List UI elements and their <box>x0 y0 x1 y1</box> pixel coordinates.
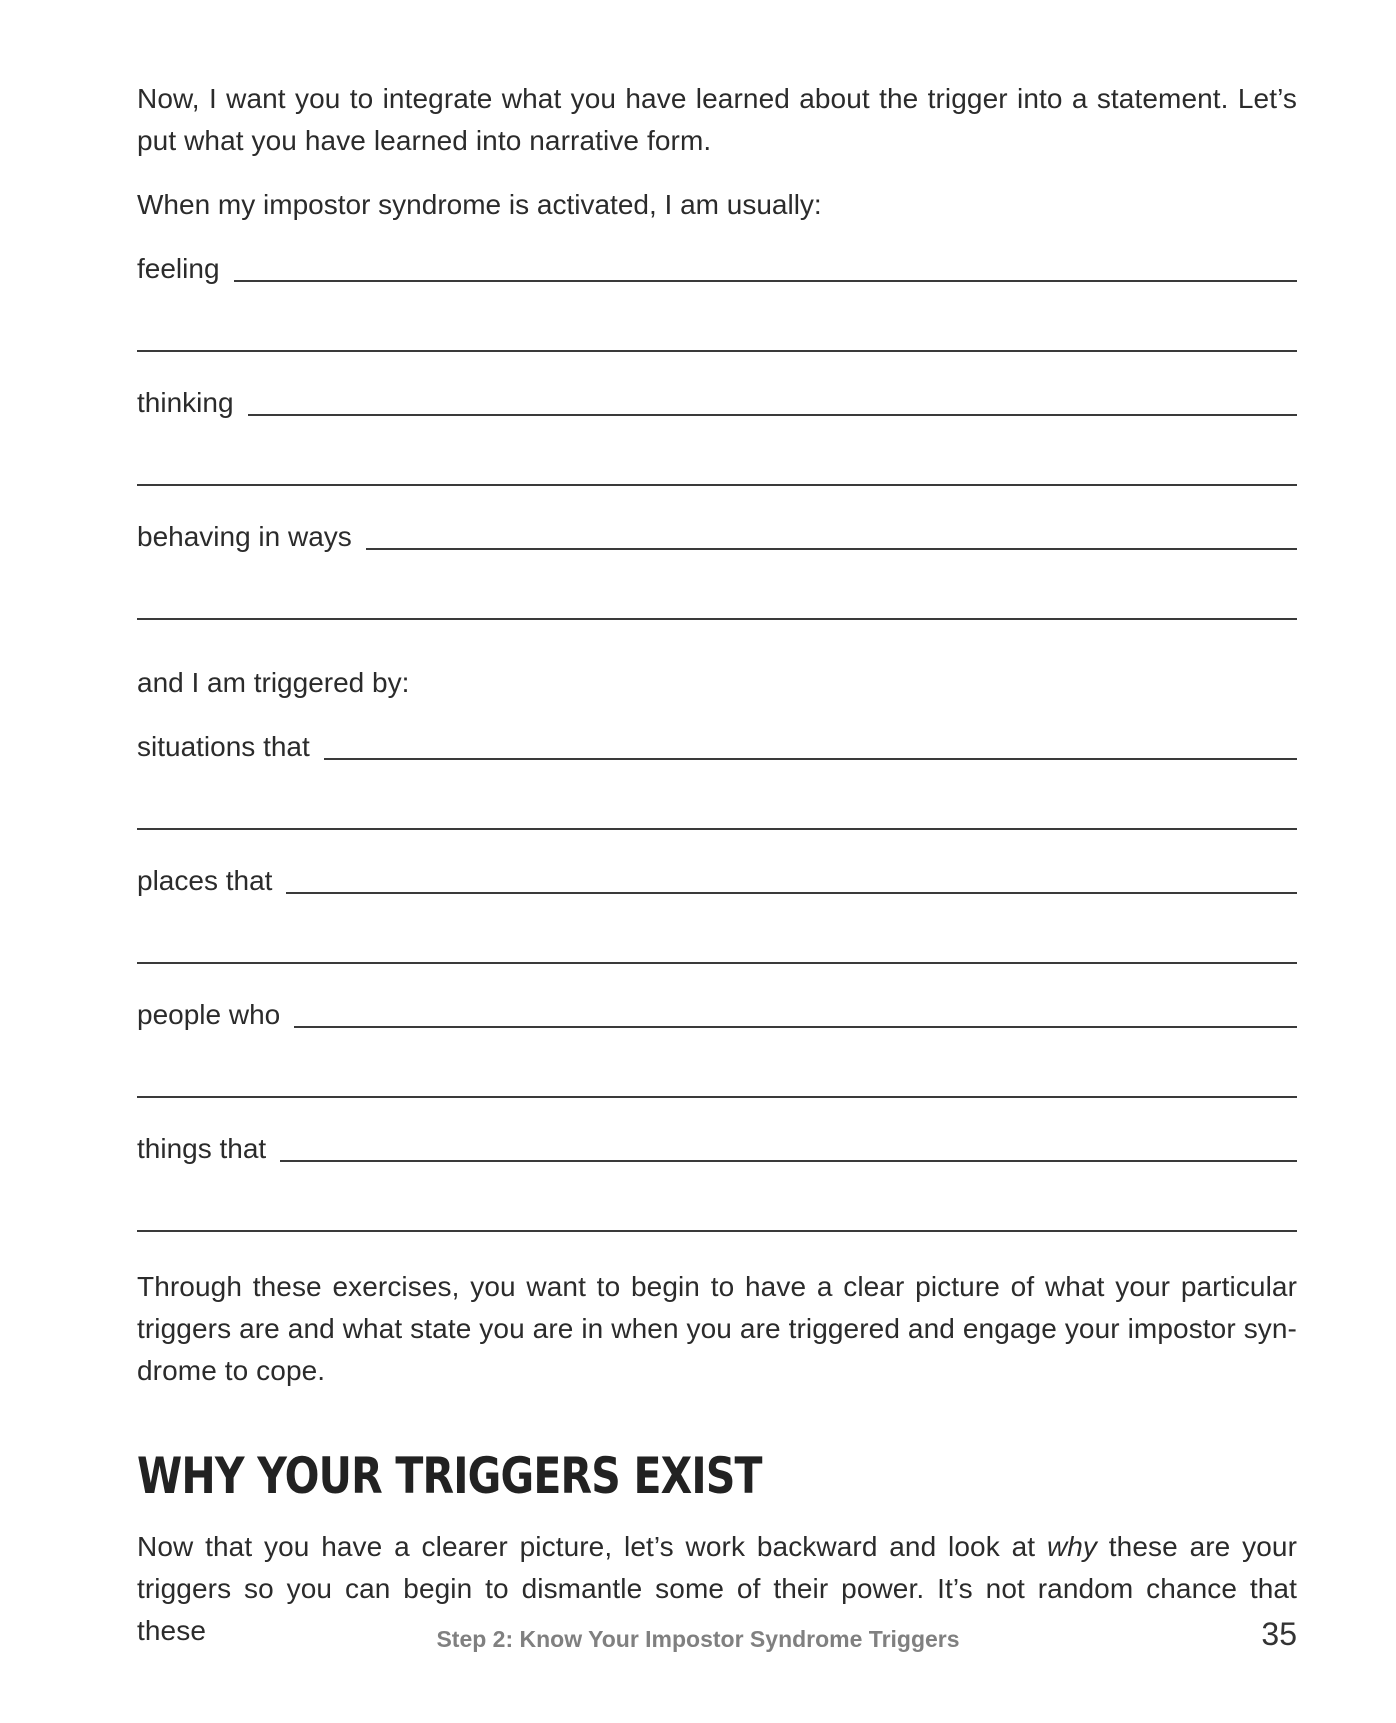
page-content <box>137 78 1297 1652</box>
blank-line-thinking-1[interactable] <box>248 414 1297 416</box>
fill-in-behaving <box>137 516 1297 628</box>
section-heading: WHY YOUR TRIGGERS EXIST <box>137 1447 762 1505</box>
field-label-situations: situations that <box>137 731 310 762</box>
fill-in-situations <box>137 726 1297 838</box>
page-number: 35 <box>1261 1616 1297 1652</box>
section-paragraph-emphasis: why <box>1046 1531 1098 1562</box>
field-label-feeling: feeling <box>137 253 220 284</box>
blank-line-thinking-2[interactable] <box>137 484 1297 486</box>
page-footer <box>0 1616 1396 1662</box>
section-paragraph-after: these are your triggers so you can begin to dismantle some of their power. It’s not random chance that these <box>137 1531 1297 1646</box>
field-label-places: places that <box>137 865 273 896</box>
fill-in-feeling <box>137 248 1297 360</box>
blank-line-places-1[interactable] <box>286 892 1297 894</box>
blank-line-places-2[interactable] <box>137 962 1297 964</box>
fill-in-things <box>137 1128 1297 1240</box>
fill-in-places <box>137 860 1297 972</box>
fill-in-people <box>137 994 1297 1106</box>
blank-line-situations-1[interactable] <box>324 758 1297 760</box>
field-label-thinking: thinking <box>137 387 234 418</box>
field-label-things: things that <box>137 1133 267 1164</box>
blank-line-things-1[interactable] <box>280 1160 1297 1162</box>
usually-lead: When my impostor syndrome is activated, I am usually: <box>137 189 822 220</box>
blank-line-things-2[interactable] <box>137 1230 1297 1232</box>
field-label-people: people who <box>137 999 281 1030</box>
fill-in-thinking <box>137 382 1297 494</box>
blank-line-feeling-1[interactable] <box>234 280 1297 282</box>
blank-line-behaving-2[interactable] <box>137 618 1297 620</box>
blank-line-people-2[interactable] <box>137 1096 1297 1098</box>
blank-line-feeling-2[interactable] <box>137 350 1297 352</box>
field-label-behaving: behaving in ways <box>137 521 352 552</box>
blank-line-situations-2[interactable] <box>137 828 1297 830</box>
summary-paragraph: Through these exercises, you want to begin to have a clear picture of what your particular triggers are and what state you are in when you are triggered and engage your impostor syn-drome to cope. <box>137 1271 1297 1386</box>
blank-line-people-1[interactable] <box>294 1026 1297 1028</box>
intro-paragraph: Now, I want you to integrate what you have learned about the trigger into a statement. Let’s put what you have learned into narrative form. <box>137 83 1297 156</box>
triggered-lead: and I am triggered by: <box>137 667 410 698</box>
blank-line-behaving-1[interactable] <box>366 548 1297 550</box>
section-paragraph-before: Now that you have a clearer picture, let’s work backward and look at <box>137 1531 1047 1562</box>
running-footer-title: Step 2: Know Your Impostor Syndrome Triggers <box>436 1626 960 1652</box>
